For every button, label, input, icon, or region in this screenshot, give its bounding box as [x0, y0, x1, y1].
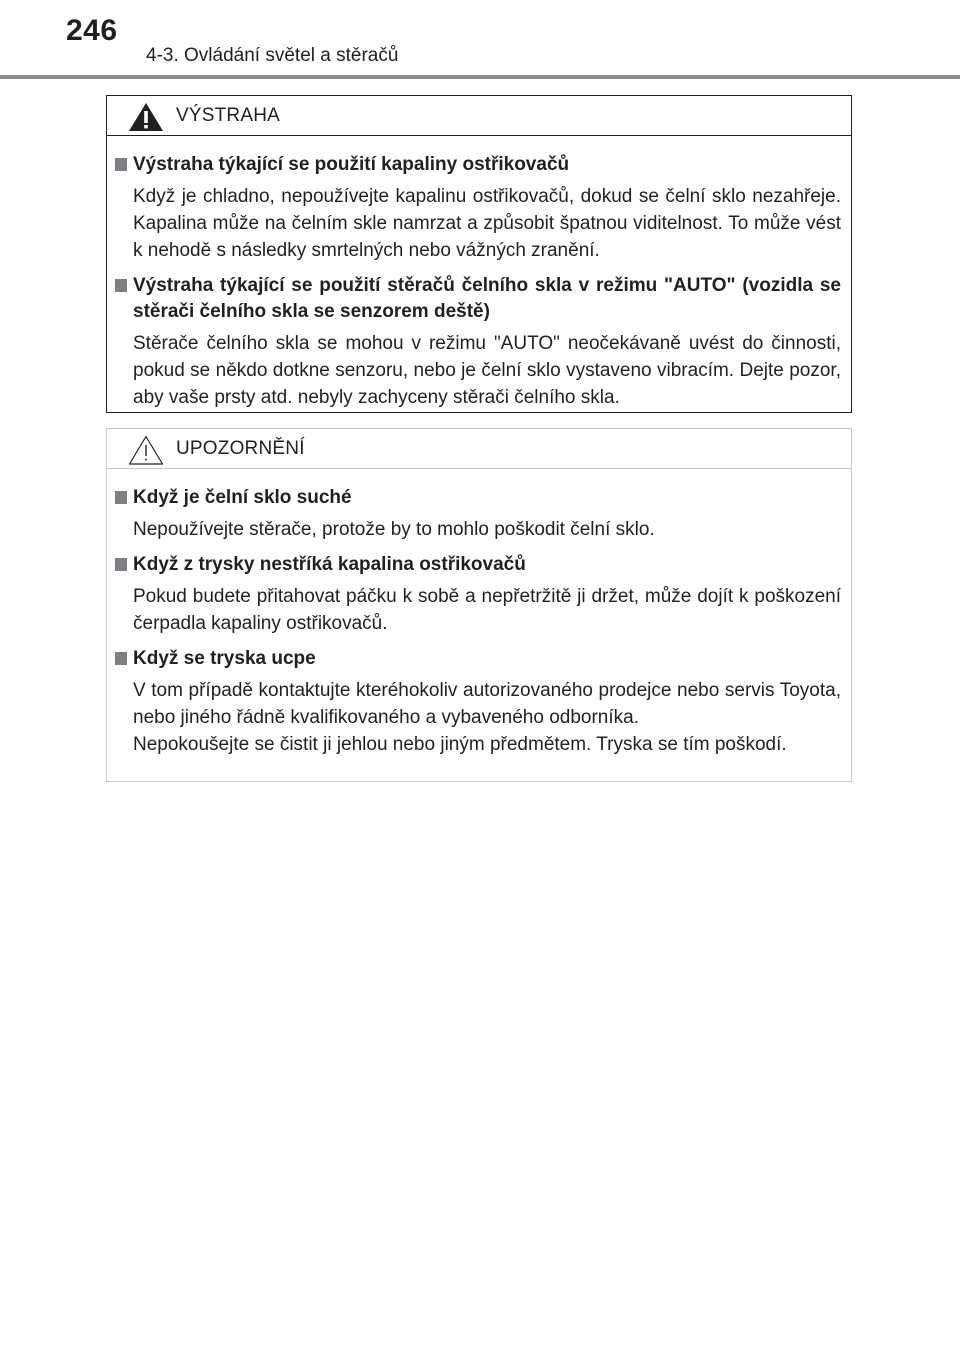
item-text: [115, 516, 841, 543]
item-paragraph: Nepokoušejte se čistit ji jehlou nebo jiným předmětem. Tryska se tím poškodí.: [133, 734, 787, 755]
item-title-text: Když je čelní sklo suché: [133, 487, 352, 508]
caution-item-dry-glass: [115, 485, 841, 543]
warning-box-body: [107, 136, 851, 411]
bullet-square-icon: [115, 652, 127, 665]
item-text: [115, 330, 841, 411]
item-title-text: Když se tryska ucpe: [133, 648, 316, 669]
item-paragraph: Stěrače čelního skla se mohou v režimu "AUTO" neočekávaně uvést do činnosti, pokud se někdo dotkne senzoru, nebo je čelní sklo vystaveno vibracím. Dejte pozor, aby vaše prsty atd. nebyly zachyceny stěrači čelního skla.: [133, 333, 841, 408]
item-paragraph: Nepoužívejte stěrače, protože by to mohlo poškodit čelní sklo.: [133, 519, 655, 540]
section-title: 4-3. Ovládání světel a stěračů: [146, 45, 399, 66]
header-rule: [0, 75, 960, 79]
warning-triangle-icon: [127, 101, 165, 133]
page-number: 246: [66, 14, 118, 47]
caution-box-header: [107, 429, 851, 469]
caution-item-title: [115, 646, 841, 672]
item-title-text: Výstraha týkající se použití kapaliny ostřikovačů: [133, 154, 570, 175]
warning-item-title: [115, 152, 841, 178]
item-paragraph: Když je chladno, nepoužívejte kapalinu ostřikovačů, dokud se čelní sklo nezahřeje. Kapalina může na čelním skle namrzat a způsobit špatnou viditelnost. To může vést k nehodě s následky smrtelných nebo vážných zranění.: [133, 186, 841, 261]
caution-triangle-icon: [127, 434, 165, 466]
bullet-square-icon: [115, 158, 127, 171]
warning-box: [106, 95, 852, 413]
warning-box-header: [107, 96, 851, 136]
bullet-square-icon: [115, 279, 127, 292]
item-text: [115, 183, 841, 264]
caution-item-title: [115, 552, 841, 578]
item-title-text: Když z trysky nestříká kapalina ostřikovačů: [133, 554, 526, 575]
warning-item-washer-fluid: [115, 152, 841, 264]
item-text: [115, 677, 841, 758]
bullet-square-icon: [115, 491, 127, 504]
warning-item-auto-mode: [115, 273, 841, 411]
caution-box-body: [107, 469, 851, 758]
item-paragraph: V tom případě kontaktujte kteréhokoliv autorizovaného prodejce nebo servis Toyota, nebo jiného řádně kvalifikovaného a vybaveného odborníka.: [133, 680, 841, 728]
caution-label: UPOZORNĚNÍ: [176, 438, 305, 459]
warning-label: VÝSTRAHA: [176, 105, 281, 126]
caution-item-clogged-nozzle: [115, 646, 841, 758]
item-paragraph: Pokud budete přitahovat páčku k sobě a nepřetržitě ji držet, může dojít k poškození čerpadla kapaliny ostřikovačů.: [133, 586, 841, 634]
item-text: [115, 583, 841, 637]
caution-item-title: [115, 485, 841, 511]
warning-item-title: [115, 273, 841, 325]
item-title-text: Výstraha týkající se použití stěračů čelního skla v režimu "AUTO" (vozidla se stěrači čelního skla se senzorem deště): [133, 275, 841, 322]
bullet-square-icon: [115, 558, 127, 571]
caution-box: [106, 428, 852, 782]
caution-item-no-spray: [115, 552, 841, 637]
